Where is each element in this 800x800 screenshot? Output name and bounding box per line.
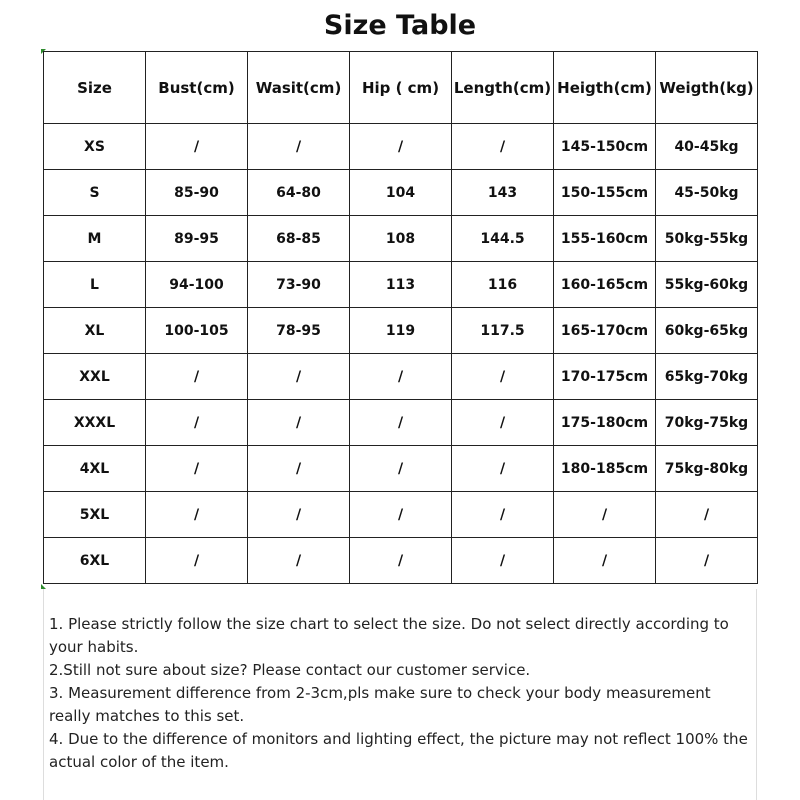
header-weight: Weigth(kg) — [656, 52, 758, 124]
cell-length: 117.5 — [452, 308, 554, 354]
cell-weight: 60kg-65kg — [656, 308, 758, 354]
table-row — [44, 308, 758, 354]
table-row — [44, 538, 758, 584]
cell-bust: 94-100 — [146, 262, 248, 308]
cell-weight: 75kg-80kg — [656, 446, 758, 492]
cell-size: XXXL — [44, 400, 146, 446]
cell-length: / — [452, 124, 554, 170]
cell-weight: 45-50kg — [656, 170, 758, 216]
header-hip: Hip ( cm) — [350, 52, 452, 124]
cell-length: 144.5 — [452, 216, 554, 262]
table-row — [44, 262, 758, 308]
cell-hip: / — [350, 400, 452, 446]
cell-length: 116 — [452, 262, 554, 308]
cell-weight: / — [656, 538, 758, 584]
cell-height: / — [554, 492, 656, 538]
cell-bust: / — [146, 400, 248, 446]
cell-length: 143 — [452, 170, 554, 216]
cell-height: / — [554, 538, 656, 584]
size-table-container — [43, 51, 757, 584]
cell-waist: 78-95 — [248, 308, 350, 354]
cell-size: 5XL — [44, 492, 146, 538]
cell-hip: / — [350, 538, 452, 584]
note-1: 1. Please strictly follow the size chart to select the size. Do not select directly according to your habits. — [49, 615, 729, 656]
cell-height: 165-170cm — [554, 308, 656, 354]
cell-size: M — [44, 216, 146, 262]
table-row — [44, 124, 758, 170]
header-row — [44, 52, 758, 124]
header-length: Length(cm) — [452, 52, 554, 124]
table-body — [44, 124, 758, 584]
header-waist: Wasit(cm) — [248, 52, 350, 124]
cell-height: 160-165cm — [554, 262, 656, 308]
note-3: 3. Measurement difference from 2-3cm,pls make sure to check your body measurement really matches to this set. — [49, 684, 711, 725]
cell-length: / — [452, 492, 554, 538]
cell-length: / — [452, 400, 554, 446]
cell-hip: 113 — [350, 262, 452, 308]
cell-weight: / — [656, 492, 758, 538]
cell-bust: 85-90 — [146, 170, 248, 216]
cell-waist: / — [248, 446, 350, 492]
cell-bust: 89-95 — [146, 216, 248, 262]
cell-length: / — [452, 446, 554, 492]
cell-bust: / — [146, 492, 248, 538]
cell-hip: / — [350, 354, 452, 400]
size-table — [43, 51, 758, 584]
cell-waist: / — [248, 354, 350, 400]
cell-height: 175-180cm — [554, 400, 656, 446]
cell-length: / — [452, 354, 554, 400]
cell-bust: / — [146, 354, 248, 400]
cell-size: XL — [44, 308, 146, 354]
cell-weight: 65kg-70kg — [656, 354, 758, 400]
table-row — [44, 400, 758, 446]
cell-height: 180-185cm — [554, 446, 656, 492]
cell-height: 155-160cm — [554, 216, 656, 262]
cell-height: 150-155cm — [554, 170, 656, 216]
cell-size: S — [44, 170, 146, 216]
cell-height: 170-175cm — [554, 354, 656, 400]
cell-bust: / — [146, 124, 248, 170]
cell-bust: / — [146, 538, 248, 584]
cell-bust: / — [146, 446, 248, 492]
page-title: Size Table — [323, 10, 477, 41]
cell-bust: 100-105 — [146, 308, 248, 354]
cell-waist: / — [248, 492, 350, 538]
cell-size: 4XL — [44, 446, 146, 492]
cell-weight: 55kg-60kg — [656, 262, 758, 308]
cell-height: 145-150cm — [554, 124, 656, 170]
cell-hip: / — [350, 446, 452, 492]
table-row — [44, 446, 758, 492]
cell-weight: 70kg-75kg — [656, 400, 758, 446]
cell-waist: / — [248, 538, 350, 584]
table-row — [44, 492, 758, 538]
cell-waist: / — [248, 400, 350, 446]
header-bust: Bust(cm) — [146, 52, 248, 124]
notes-section — [43, 589, 757, 800]
cell-hip: 119 — [350, 308, 452, 354]
table-row — [44, 354, 758, 400]
note-2: 2.Still not sure about size? Please contact our customer service. — [49, 661, 531, 679]
note-4: 4. Due to the difference of monitors and lighting effect, the picture may not reflect 100% the actual color of the item. — [49, 730, 748, 771]
table-row — [44, 216, 758, 262]
header-height: Heigth(cm) — [554, 52, 656, 124]
table-row — [44, 170, 758, 216]
cell-hip: 104 — [350, 170, 452, 216]
cell-weight: 50kg-55kg — [656, 216, 758, 262]
cell-size: 6XL — [44, 538, 146, 584]
cell-hip: 108 — [350, 216, 452, 262]
header-size: Size — [44, 52, 146, 124]
cell-size: L — [44, 262, 146, 308]
cell-weight: 40-45kg — [656, 124, 758, 170]
cell-hip: / — [350, 124, 452, 170]
cell-size: XXL — [44, 354, 146, 400]
cell-waist: 68-85 — [248, 216, 350, 262]
cell-size: XS — [44, 124, 146, 170]
cell-length: / — [452, 538, 554, 584]
cell-waist: 73-90 — [248, 262, 350, 308]
cell-waist: 64-80 — [248, 170, 350, 216]
cell-hip: / — [350, 492, 452, 538]
cell-waist: / — [248, 124, 350, 170]
